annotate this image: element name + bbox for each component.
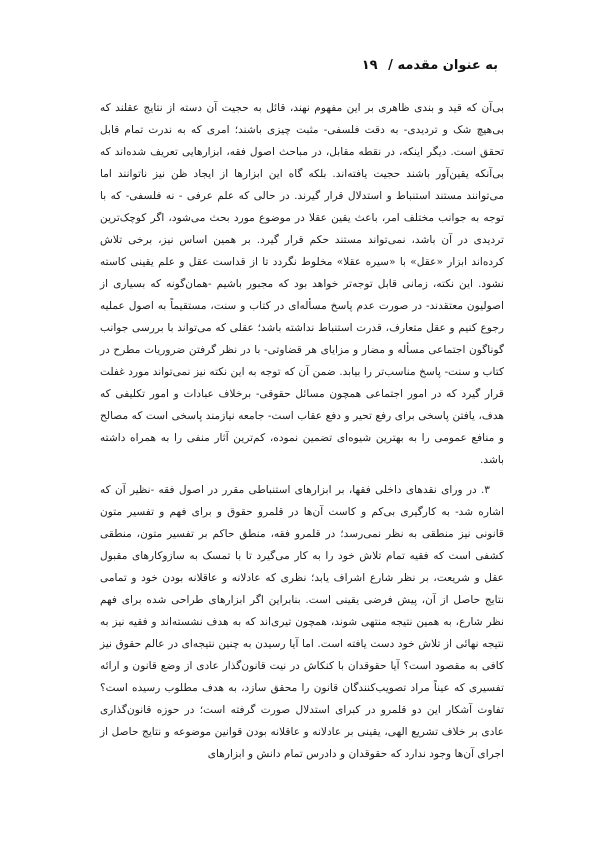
header-separator: / <box>388 58 393 73</box>
paragraph-2: ۳. در ورای نقدهای داخلی فقها، بر ابزارهای استنباطی مقرر در اصول فقه -نظیر آن که اشاره شد- به کارگیری بی‌کم و کاست آن‌ها در قلمرو حقوق و برای فهم و تفسیر متون قانونی نیز منطقی به نظر نمی‌رسد؛ در قلمرو فقه، منطق حاکم بر تفسیر متون، منطقی کشفی است که فقیه تمام تلاش خود را به کار می‌گیرد تا با تمسک به سازوکارهای مقبول عقل و شریعت، بر نظر شارع اشراف یابد؛ نظری که عادلانه و عاقلانه بودن خود و تمامی نتایج حاصل از آن، پیش فرضی یقینی است. بنابراین اگر ابزارهای طراحی شده برای فهم نظر شارع، به همین نتیجه منتهی شوند، همچون تیری‌اند که به هدف نشسته‌اند و فقیه نیز به نتیجه نهائی از تلاش خود دست یافته است. اما آیا رسیدن به چنین نتیجه‌ای در عالم حقوق نیز کافی به مقصود است؟ آیا حقوقدان با کنکاش در نیت قانون‌گذار عادی از وضع قانون و ارائه تفسیری که عیناً مراد تصویب‌کنندگان قانون را محقق سازد، به هدف مطلوب رسیده است؟ تفاوت آشکار این دو قلمرو در کبرای استدلال صورت گرفته است؛ در حوزه قانون‌گذاری عادی بر خلاف تشریع الهی، یقینی بر عادلانه و عاقلانه بودن قوانین موضوعه و نتایج حاصل از اجرای آن‌ها وجود ندارد که حقوقدان و دادرس تمام دانش و ابزارهای <box>100 484 504 760</box>
body-text <box>100 97 504 765</box>
running-header <box>362 58 498 73</box>
chapter-title: به عنوان مقدمه <box>397 58 498 73</box>
page-number: ۱۹ <box>361 58 378 73</box>
paragraph-1: بی‌آن که قید و بندی ظاهری بر این مفهوم نهند، قائل به حجیت آن دسته از نتایج عقلند که بی‌هیچ شک و تردیدی- به دقت فلسفی- مثبت چیزی باشند؛ امری که به ندرت تمام قابل تحقق است. دیگر اینکه، در نقطه مقابل، در مباحث اصول فقه، ابزارهایی تعریف شده‌اند که بی‌آنکه یقین‌آور باشند حجیت یافته‌اند. بلکه گاه این ابزارها از ایجاد ظن نیز ناتوانند اما می‌توانند مستند استنباط و استدلال قرار گیرند. در حالی که علم عرفی - نه فلسفی- که با توجه به جوانب مختلف امر، باعث یقین عقلا در موضوع مورد بحث می‌شود، اگر کوچک‌ترین تردیدی در آن باشد، نمی‌تواند مستند حکم قرار گیرد. بر همین اساس نیز، برخی تلاش کرده‌اند ابزار «عقل» با «سیره عقلا» مخلوط نگردد تا از قداست عقل و علم یقینی کاسته نشود. این نکته، زمانی قابل توجه‌تر خواهد بود که مجبور باشیم -همان‌گونه که بسیاری از اصولیون معتقدند- در صورت عدم پاسخ مسأله‌ای در کتاب و سنت، مستقیماً به اصول عملیه رجوع کنیم و عقل متعارف، قدرت استنباط نداشته باشد؛ عقلی که می‌تواند با بررسی جوانب گوناگون اجتماعی مسأله و مضار و مزایای هر قضاوتی- با در نظر گرفتن ضروریات مطرح در کتاب و سنت- پاسخ مناسب‌تر را بیابد. ضمن آن که توجه به این نکته نیز نمی‌تواند مورد غفلت قرار گیرد که در امور اجتماعی همچون مسائل حقوقی- برخلاف عبادات و امور تکلیفی که هدف، یافتن پاسخی برای رفع تحیر و دفع عقاب است- جامعه نیازمند پاسخی است که مصالح و منافع عمومی را به بهترین شیوه‌ای تضمین نموده، کم‌ترین آثار منفی را به همراه داشته باشد. <box>100 102 504 466</box>
